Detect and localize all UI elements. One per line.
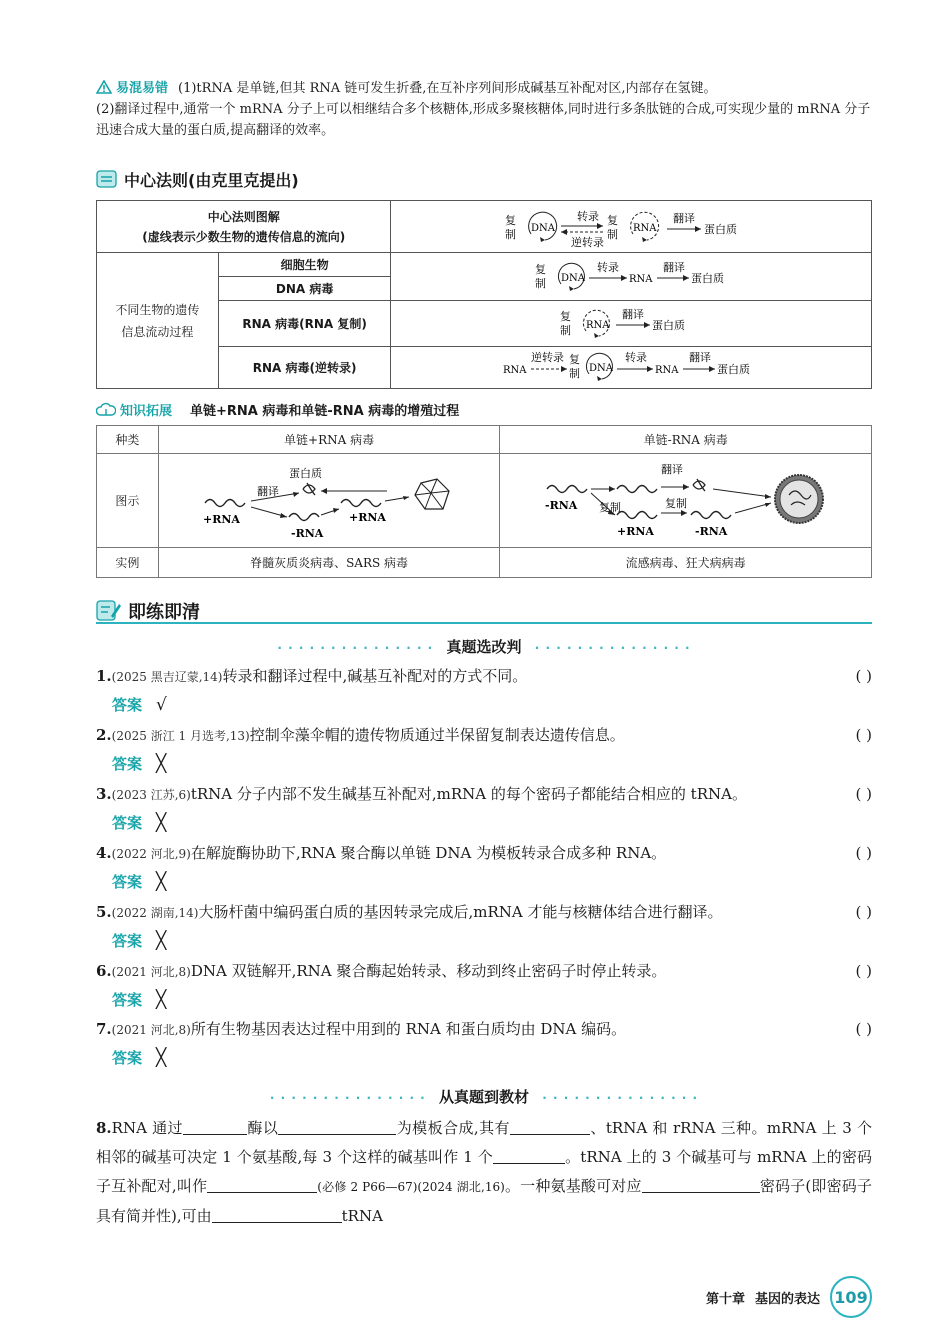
label-plus-rna-2: +RNA bbox=[349, 510, 387, 524]
label-translation: 翻译 bbox=[689, 350, 712, 364]
table-row bbox=[97, 201, 872, 253]
label-minus-rna: -RNA bbox=[291, 526, 324, 540]
group-label-1: 不同生物的遗传 bbox=[115, 302, 200, 317]
question-5: 5.(2022 湖南,14)大肠杆菌中编码蛋白质的基因转录完成后,mRNA 才能与核糖体结合进行翻译。 ( ) bbox=[96, 903, 872, 921]
row-label-example: 实例 bbox=[97, 548, 159, 578]
label-rna: RNA bbox=[629, 273, 653, 285]
answer-1: 答案 √ bbox=[112, 695, 167, 715]
dna-virus-label: DNA 病毒 bbox=[218, 277, 391, 301]
header-kind: 种类 bbox=[97, 426, 159, 454]
label-dna: DNA bbox=[589, 362, 614, 374]
answer-blank[interactable]: ( ) bbox=[855, 726, 872, 744]
question-1: 1.(2025 黑吉辽蒙,14)转录和翻译过程中,碱基互补配对的方式不同。 ( ) bbox=[96, 667, 872, 685]
label-fuzhi: 复 bbox=[569, 352, 581, 366]
label-zhi: 制 bbox=[505, 227, 517, 241]
central-dogma-heading bbox=[96, 166, 299, 192]
rna-virus-rt-label: RNA 病毒(逆转录) bbox=[218, 347, 391, 389]
sub-heading-2-label: 从真题到教材 bbox=[438, 1088, 529, 1106]
answer-mark: ╳ bbox=[156, 754, 167, 774]
label-protein: 蛋白质 bbox=[691, 271, 725, 285]
answer-blank[interactable]: ( ) bbox=[855, 962, 872, 980]
label-fuzhi-2: 复 bbox=[607, 213, 619, 227]
group-label-cell bbox=[97, 253, 219, 389]
answer-5: 答案 ╳ bbox=[112, 931, 167, 951]
fill-blank[interactable] bbox=[207, 1176, 317, 1193]
heading-rule bbox=[96, 622, 872, 624]
fill-blank[interactable] bbox=[183, 1118, 247, 1135]
cloud-book-icon bbox=[96, 402, 116, 418]
edit-note-icon bbox=[96, 598, 122, 622]
label-fuzhi: 复 bbox=[560, 309, 572, 323]
answer-blank[interactable]: ( ) bbox=[855, 903, 872, 921]
practice-heading bbox=[96, 596, 872, 628]
label-zhi: 制 bbox=[560, 323, 572, 337]
label-rna-2: RNA bbox=[655, 364, 679, 376]
chapter-label: 第十章 bbox=[705, 1291, 745, 1307]
page-number: 109 bbox=[830, 1276, 872, 1318]
fill-blank[interactable] bbox=[510, 1118, 590, 1135]
label-rna: RNA bbox=[586, 319, 610, 331]
diagram-subtitle: (虚线表示少数生物的遗传信息的流向) bbox=[142, 229, 346, 244]
rna-replication-diagram bbox=[391, 301, 872, 347]
fill-blank[interactable] bbox=[642, 1176, 760, 1193]
answer-blank[interactable]: ( ) bbox=[855, 844, 872, 862]
label-plus-rna: +RNA bbox=[616, 524, 654, 538]
label-fuzhi: 复 bbox=[535, 262, 547, 276]
answer-mark: ╳ bbox=[156, 872, 167, 892]
table-row bbox=[97, 426, 872, 454]
label-minus-rna-2: -RNA bbox=[694, 524, 727, 538]
answer-blank[interactable]: ( ) bbox=[855, 785, 872, 803]
knowledge-extension-tag: 知识拓展 bbox=[120, 404, 173, 419]
negative-virus-examples: 流感病毒、狂犬病病毒 bbox=[500, 548, 872, 578]
diagram-title-cell bbox=[97, 201, 391, 253]
answer-blank[interactable]: ( ) bbox=[855, 667, 872, 685]
label-protein: 蛋白质 bbox=[704, 222, 738, 236]
label-transcription: 转录 bbox=[577, 209, 600, 223]
knowledge-extension-heading bbox=[96, 400, 459, 419]
label-protein: 蛋白质 bbox=[289, 466, 323, 480]
answer-mark: √ bbox=[156, 695, 167, 715]
label-minus-rna: -RNA bbox=[544, 498, 577, 512]
label-zhi: 制 bbox=[569, 366, 581, 380]
label-protein: 蛋白质 bbox=[717, 362, 751, 376]
answer-6: 答案 ╳ bbox=[112, 990, 167, 1010]
answer-4: 答案 ╳ bbox=[112, 872, 167, 892]
question-4: 4.(2022 河北,9)在解旋酶协助下,RNA 聚合酶以单链 DNA 为模板转录合成多种 RNA。 ( ) bbox=[96, 844, 872, 862]
answer-mark: ╳ bbox=[156, 813, 167, 833]
question-3: 3.(2023 江苏,6)tRNA 分子内部不发生碱基互补配对,mRNA 的每个密码子都能结合相应的 tRNA。 ( ) bbox=[96, 785, 872, 803]
virus-replication-table bbox=[96, 425, 872, 578]
cell-organism-label: 细胞生物 bbox=[218, 253, 391, 277]
row-label-diagram: 图示 bbox=[97, 454, 159, 548]
caution-line-1: (1)tRNA 是单链,但其 RNA 链可发生折叠,在互补序列间形成碱基互补配对区,内部存在氢键。 bbox=[178, 81, 717, 96]
label-replication-2: 复制 bbox=[664, 496, 687, 510]
sub-heading-1: · · · · · · · · · · · · · · · 真题选改判 · · · · · · · · · · · · · · · bbox=[277, 638, 691, 656]
label-translation: 翻译 bbox=[663, 260, 686, 274]
label-translation: 翻译 bbox=[660, 462, 683, 476]
group-label-2: 信息流动过程 bbox=[121, 324, 194, 339]
sub-heading-2: · · · · · · · · · · · · · · · 从真题到教材 · · · · · · · · · · · · · · · bbox=[269, 1088, 699, 1106]
cell-dna-virus-diagram bbox=[391, 253, 872, 301]
full-dogma-diagram bbox=[391, 201, 872, 253]
label-translation: 翻译 bbox=[622, 307, 645, 321]
question-2: 2.(2025 浙江 1 月选考,13)控制伞藻伞帽的遗传物质通过半保留复制表达遗传信息。 ( ) bbox=[96, 726, 872, 744]
answer-mark: ╳ bbox=[156, 1048, 167, 1068]
label-dna: DNA bbox=[531, 222, 556, 234]
reverse-transcription-diagram bbox=[391, 347, 872, 389]
label-zhi-2: 制 bbox=[607, 227, 619, 241]
answer-7: 答案 ╳ bbox=[112, 1048, 167, 1068]
fill-blank[interactable] bbox=[493, 1147, 565, 1164]
diagram-title: 中心法则图解 bbox=[207, 209, 280, 224]
answer-blank[interactable]: ( ) bbox=[855, 1020, 872, 1038]
fill-blank[interactable] bbox=[212, 1206, 342, 1223]
label-plus-rna: +RNA bbox=[203, 512, 241, 526]
label-zhi: 制 bbox=[535, 276, 547, 290]
caution-note bbox=[96, 78, 876, 141]
label-rna: RNA bbox=[633, 222, 657, 234]
caution-tag: 易混易错 bbox=[116, 81, 169, 96]
label-reverse-transcription: 逆转录 bbox=[531, 350, 565, 364]
label-protein: 蛋白质 bbox=[652, 318, 686, 332]
answer-2: 答案 ╳ bbox=[112, 754, 167, 774]
central-dogma-table bbox=[96, 200, 872, 389]
label-rna: RNA bbox=[503, 364, 527, 376]
table-row bbox=[97, 548, 872, 578]
table-row bbox=[97, 253, 872, 277]
question-6: 6.(2021 河北,8)DNA 双链解开,RNA 聚合酶起始转录、移动到终止密码子时停止转录。 ( ) bbox=[96, 962, 872, 980]
label-dna: DNA bbox=[561, 272, 586, 284]
header-negative-virus: 单链-RNA 病毒 bbox=[500, 426, 872, 454]
label-translation: 翻译 bbox=[257, 484, 280, 498]
negative-rna-virus-diagram bbox=[500, 454, 872, 548]
rna-virus-replication-label: RNA 病毒(RNA 复制) bbox=[218, 301, 391, 347]
chapter-title: 基因的表达 bbox=[754, 1291, 820, 1307]
page-footer bbox=[706, 1276, 872, 1318]
positive-virus-examples: 脊髓灰质炎病毒、SARS 病毒 bbox=[158, 548, 500, 578]
practice-title: 即练即清 bbox=[128, 602, 200, 623]
book-icon bbox=[96, 169, 118, 189]
question-7: 7.(2021 河北,8)所有生物基因表达过程中用到的 RNA 和蛋白质均由 DNA 编码。 ( ) bbox=[96, 1020, 872, 1038]
sub-heading-1-label: 真题选改判 bbox=[446, 638, 522, 656]
answer-mark: ╳ bbox=[156, 931, 167, 951]
knowledge-extension-title: 单链+RNA 病毒和单链-RNA 病毒的增殖过程 bbox=[190, 404, 460, 419]
label-fuzhi: 复 bbox=[505, 213, 517, 227]
header-positive-virus: 单链+RNA 病毒 bbox=[158, 426, 500, 454]
table-row bbox=[97, 454, 872, 548]
label-transcription: 转录 bbox=[625, 350, 648, 364]
label-reverse-transcription: 逆转录 bbox=[571, 235, 605, 249]
label-transcription: 转录 bbox=[597, 260, 620, 274]
central-dogma-title: 中心法则(由克里克提出) bbox=[124, 170, 299, 190]
label-translation: 翻译 bbox=[673, 211, 696, 225]
warning-icon bbox=[96, 80, 112, 94]
fill-blank[interactable] bbox=[278, 1118, 396, 1135]
caution-line-2: (2)翻译过程中,通常一个 mRNA 分子上可以相继结合多个核糖体,形成多聚核糖体,同时进行多条肽链的合成,可实现少量的 mRNA 分子迅速合成大量的蛋白质,提高翻译的效率。 bbox=[96, 102, 871, 138]
positive-rna-virus-diagram bbox=[158, 454, 500, 548]
answer-3: 答案 ╳ bbox=[112, 813, 167, 833]
question-8: 8.RNA 通过 酶以 为模板合成,其有 、tRNA 和 rRNA 三种。mRNA 上 3 个相邻的碱基可决定 1 个氨基酸,每 3 个这样的碱基叫作 1 个 。tRNA 上的 3 个碱基可与 mRNA 上的密码子互补配对,叫作 (必修 2 P66—67)(2024 湖北,16)。一种氨基酸可对应 密码子(即密码子具有简并性),可由 tRNA bbox=[96, 1119, 873, 1225]
label-replication: 复制 bbox=[598, 500, 621, 514]
answer-mark: ╳ bbox=[156, 990, 167, 1010]
